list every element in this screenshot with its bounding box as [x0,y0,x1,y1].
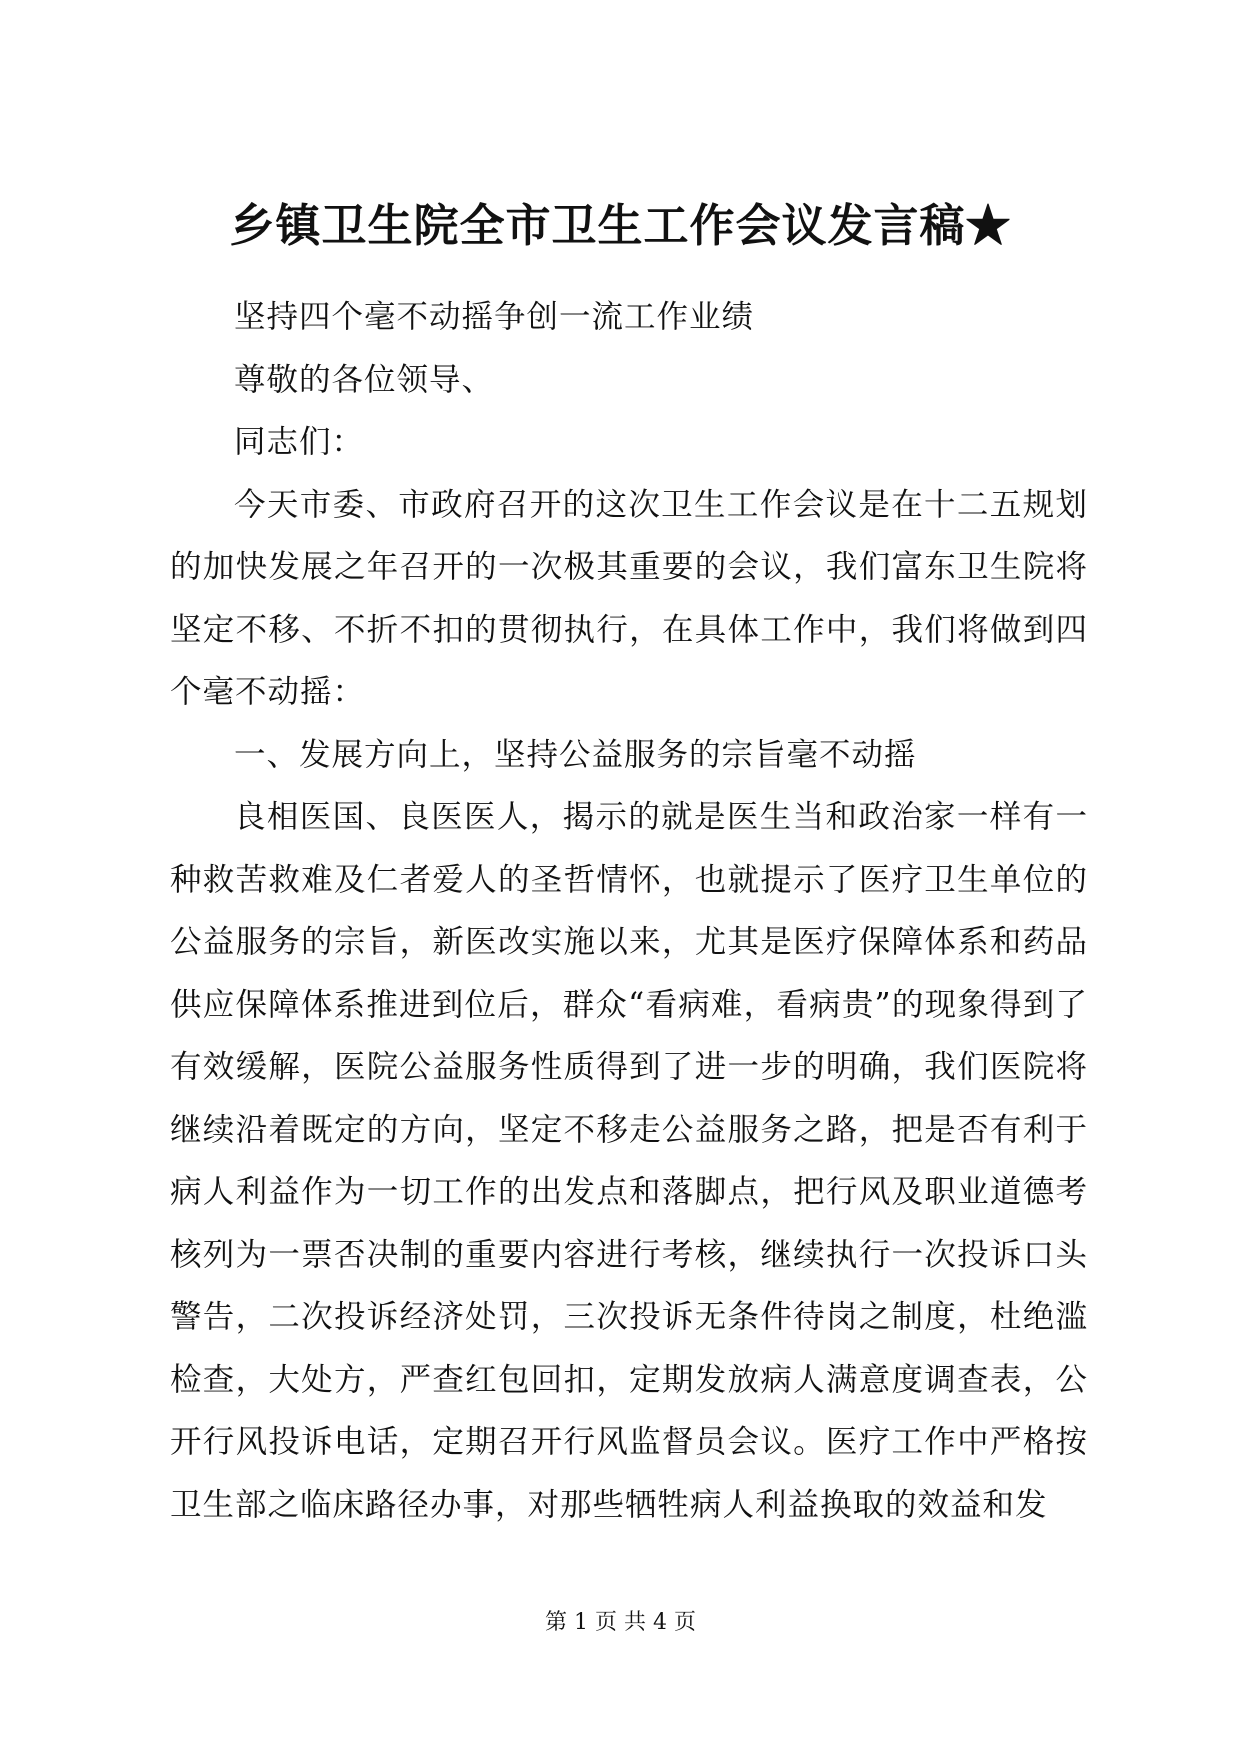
salutation-paragraph: 尊敬的各位领导、 [234,361,495,398]
subtitle-paragraph: 坚持四个毫不动摇争创一流工作业绩 [234,299,755,335]
section-heading: 一、发展方向上，坚持公益服务的宗旨毫不动摇 [234,736,917,773]
document-title: 乡镇卫生院全市卫生工作会议发言稿★ [229,199,1012,252]
page-footer: 第 1 页 共 4 页 [545,1610,696,1635]
salutation-paragraph: 同志们： [234,424,365,460]
body-paragraph: 良相医国、良医医人，揭示的就是医生当和政治家一样有一种救苦救难及仁者爱人的圣哲情怀，也就提示了医疗卫生单位的公益服务的宗旨，新医改实施以来，尤其是医疗保障体系和药品供应保障体系推进到位后，群众“看病难，看病贵”的现象得到了有效缓解，医院公益服务性质得到了进一步的明确，我们医院将继续沿着既定的方向，坚定不移走公益服务之路，把是否有利于病人利益作为一切工作的出发点和落脚点，把行风及职业道德考核列为一票否决制的重要内容进行考核，继续执行一次投诉口头警告，二次投诉经济处罚，三次投诉无条件待岗之制度，杜绝滥检查，大处方，严查红包回扣，定期发放病人满意度调查表，公开行风投诉电话，定期召开行风监督员会议。医疗工作中严格按卫生部之临床路径办事，对那些牺牲病人利益换取的效益和发 [170,799,1088,1523]
body-paragraph: 今天市委、市政府召开的这次卫生工作会议是在十二五规划的加快发展之年召开的一次极其重要的会议，我们富东卫生院将坚定不移、不折不扣的贯彻执行，在具体工作中，我们将做到四个毫不动摇： [170,486,1088,710]
document-body [170,286,1088,1536]
